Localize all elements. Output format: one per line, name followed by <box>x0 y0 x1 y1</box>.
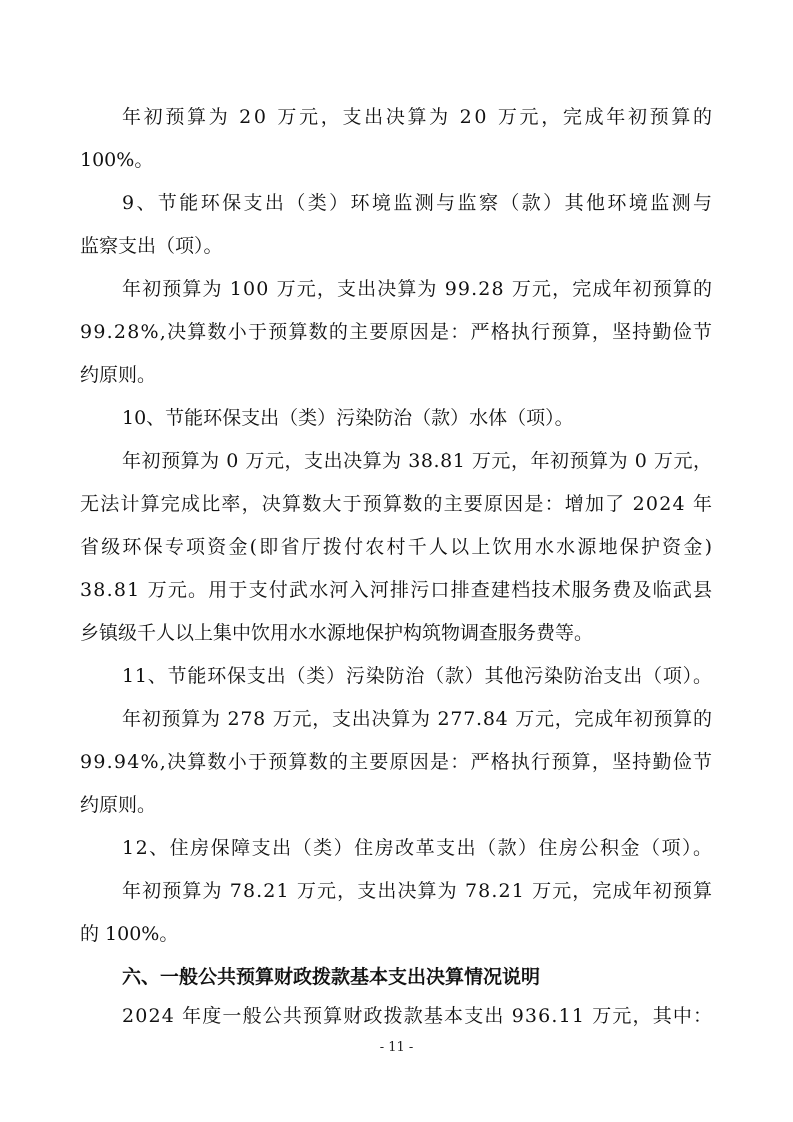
body-line: 省级环保专项资金(即省厅拨付农村千人以上饮用水水源地保护资金) <box>80 536 715 558</box>
item-heading: 9、节能环保支出（类）环境监测与监察（款）其他环境监测与 <box>122 192 715 214</box>
body-line: 的 100%。 <box>80 923 179 945</box>
item-heading: 10、节能环保支出（类）污染防治（款）水体（项）。 <box>122 407 574 429</box>
body-line: 约原则。 <box>80 364 157 386</box>
item-heading: 12、住房保障支出（类）住房改革支出（款）住房公积金（项）。 <box>122 837 714 859</box>
body-line: 100%。 <box>80 149 154 171</box>
body-line: 38.81 万元。用于支付武水河入河排污口排查建档技术服务费及临武县 <box>80 579 714 601</box>
body-line: 年初预算为 278 万元，支出决算为 277.84 万元，完成年初预算的 <box>122 708 713 730</box>
body-line: 无法计算完成比率，决算数大于预算数的主要原因是：增加了 2024 年 <box>80 493 714 515</box>
body-line: 年初预算为 78.21 万元，支出决算为 78.21 万元，完成年初预算 <box>122 880 714 902</box>
page-number: - 11 - <box>379 1040 414 1055</box>
body-line: 2024 年度一般公共预算财政拨款基本支出 936.11 万元，其中： <box>122 1005 714 1027</box>
body-line: 年初预算为 0 万元，支出决算为 38.81 万元，年初预算为 0 万元， <box>122 450 713 472</box>
section-heading: 六、一般公共预算财政拨款基本支出决算情况说明 <box>122 966 541 988</box>
body-line: 99.94%,决算数小于预算数的主要原因是：严格执行预算，坚持勤俭节 <box>80 751 714 773</box>
body-line: 约原则。 <box>80 794 157 816</box>
body-line: 年初预算为 100 万元，支出决算为 99.28 万元，完成年初预算的 <box>122 278 714 300</box>
item-heading: 11、节能环保支出（类）污染防治（款）其他污染防治支出（项）。 <box>122 665 713 687</box>
body-line: 年初预算为 20 万元，支出决算为 20 万元，完成年初预算的 <box>122 106 715 128</box>
body-line: 99.28%,决算数小于预算数的主要原因是：严格执行预算，坚持勤俭节 <box>80 321 714 343</box>
item-heading: 监察支出（项）。 <box>80 235 223 257</box>
body-line: 乡镇级千人以上集中饮用水水源地保护构筑物调查服务费等。 <box>80 622 594 644</box>
